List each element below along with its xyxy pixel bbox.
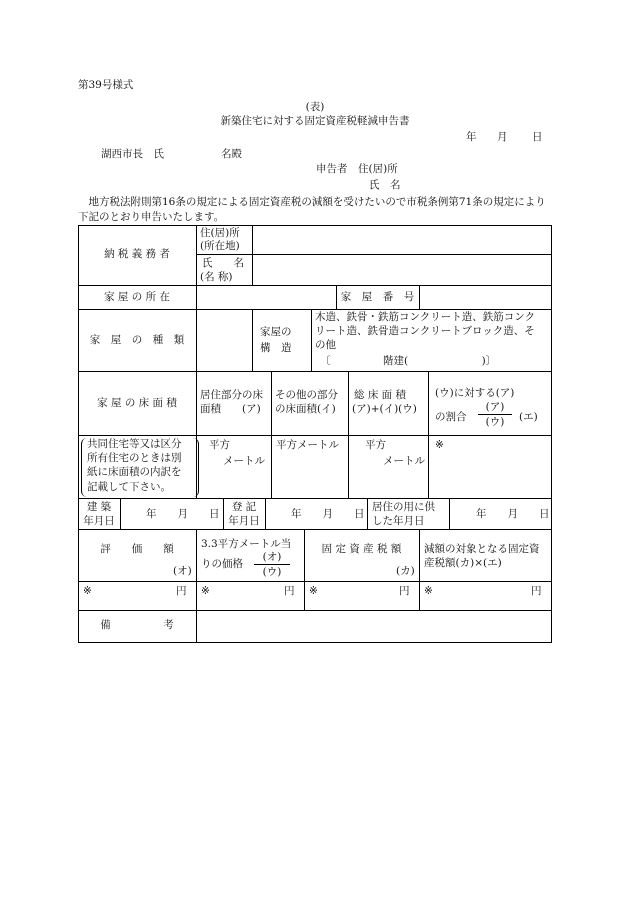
floor-area-label: 家 屋 の 床 面 積 — [97, 397, 177, 409]
col-divider — [265, 498, 266, 529]
form-border — [78, 225, 79, 643]
structure-options: の他 — [315, 339, 336, 351]
total-area-unit-sub: メートル — [383, 455, 425, 467]
note-text: 共同住宅等又は区分 — [87, 438, 182, 450]
valuation-code: (オ) — [173, 565, 192, 577]
row-divider — [78, 610, 552, 611]
reduction-label: 減額の対象となる固定資 — [424, 543, 540, 555]
ratio-label-sub: の割合 — [435, 411, 467, 423]
date-year: 年 — [466, 131, 477, 143]
ratio-numerator: (ア) — [485, 401, 505, 413]
residential-area-unit: 平方 — [209, 439, 230, 451]
registered-date-label-sub: 年月日 — [228, 515, 260, 527]
address-label: 住(居)所 — [200, 227, 240, 239]
per-unit-denominator: (ウ) — [262, 566, 282, 578]
col-divider — [419, 529, 420, 610]
form-border — [78, 642, 552, 643]
other-area-label-sub: の床面積(イ) — [275, 403, 336, 415]
per-unit-yen: 円 — [284, 585, 295, 597]
applicant-address-label: 申告者 住(居)所 — [316, 163, 398, 175]
application-form — [78, 225, 552, 643]
reduction-mark: ※ — [424, 585, 433, 597]
total-area-label: 総 床 面 積 — [354, 389, 407, 401]
addressee-suffix: 名殿 — [221, 148, 242, 160]
form-number: 第39号様式 — [78, 79, 134, 91]
total-area-unit: 平方 — [365, 439, 386, 451]
structure-label: 家屋の — [260, 326, 292, 338]
ratio-code: (エ) — [519, 411, 538, 423]
registered-date-label: 登 記 — [231, 501, 257, 513]
address-field[interactable] — [258, 229, 548, 251]
structure-options: 木造、鉄骨・鉄筋コンクリート造、鉄筋コンク — [315, 311, 536, 323]
col-divider — [304, 529, 305, 610]
col-divider — [271, 371, 272, 498]
col-divider — [196, 225, 197, 309]
occupied-date-field[interactable]: 年 月 日 — [476, 508, 550, 520]
ratio-mark: ※ — [435, 439, 444, 451]
structure-label-sub: 構 造 — [260, 342, 292, 354]
fraction-bar — [478, 414, 512, 415]
row-divider — [78, 435, 552, 436]
per-unit-fraction — [254, 551, 290, 578]
col-divider — [367, 498, 368, 529]
address-label-sub: (所在地) — [200, 240, 240, 252]
note-text: 記載して下さい。 — [87, 481, 171, 493]
valuation-mark: ※ — [83, 585, 92, 597]
row-divider — [196, 254, 552, 255]
tax-amount-label: 固 定 資 産 税 額 — [321, 543, 402, 555]
other-area-unit: 平方メートル — [276, 439, 339, 451]
page-title: 新築住宅に対する固定資産税軽減申告書 — [220, 115, 410, 127]
col-divider — [252, 309, 253, 371]
house-type-field[interactable] — [200, 313, 250, 367]
intro-text-line2: 下記のとおり申告いたします。 — [78, 211, 225, 223]
reduction-label-sub: 産税額(カ)×(エ) — [424, 557, 502, 569]
row-divider — [78, 529, 552, 530]
per-unit-label: 3.3平方メートル当 — [201, 538, 292, 550]
row-divider — [78, 498, 552, 499]
taxpayer-label: 納 税 義 務 者 — [104, 248, 170, 260]
house-number-label: 家 屋 番 号 — [340, 291, 415, 303]
col-divider — [196, 610, 197, 642]
col-divider — [196, 309, 197, 371]
row-divider — [78, 285, 552, 286]
location-label: 家 屋 の 所 在 — [104, 291, 170, 303]
tax-amount-yen: 円 — [399, 585, 410, 597]
row-divider — [78, 309, 552, 310]
house-number-field[interactable] — [423, 289, 547, 307]
tax-amount-code: (カ) — [396, 565, 415, 577]
residential-area-label-sub: 面積 (ア) — [200, 403, 261, 415]
col-divider — [348, 371, 349, 498]
intro-text-line1: 地方税法附則第16条の規定による固定資産税の減額を受けたいので市税条例第71条の規定により — [78, 196, 546, 208]
other-area-label: その他の部分 — [275, 389, 338, 401]
row-divider — [78, 581, 552, 582]
form-border — [78, 225, 552, 226]
house-type-label: 家 屋 の 種 類 — [89, 334, 185, 346]
occupied-date-label: 居住の用に供 — [372, 501, 435, 513]
total-area-label-sub: (ア)+(イ)(ウ) — [352, 403, 417, 415]
col-divider — [120, 498, 121, 529]
note-text: 所有住宅のときは別 — [87, 452, 182, 464]
col-divider — [196, 529, 197, 610]
residential-area-unit-sub: メートル — [223, 455, 265, 467]
occupied-date-label-sub: した年月日 — [372, 515, 425, 527]
name-label-sub: (名 称) — [200, 271, 233, 283]
form-border — [551, 225, 552, 643]
date-month: 月 — [497, 131, 508, 143]
per-unit-label-sub: りの価格 — [201, 558, 243, 570]
per-unit-mark: ※ — [201, 585, 210, 597]
ratio-fraction — [478, 401, 512, 428]
tax-amount-mark: ※ — [309, 585, 318, 597]
location-field[interactable] — [200, 289, 332, 307]
name-label: 氏 名 — [202, 257, 244, 269]
col-divider — [252, 225, 253, 285]
col-divider — [311, 309, 312, 371]
registered-date-field[interactable]: 年 月 日 — [291, 508, 365, 520]
reduction-yen: 円 — [531, 585, 542, 597]
valuation-label: 評 価 額 — [100, 543, 174, 555]
structure-floors: 〔 階建( )〕 — [320, 355, 497, 367]
structure-options: リート造、鉄骨造コンクリートブロック造、そ — [315, 325, 535, 337]
addressee: 湖西市長 氏 — [101, 148, 164, 160]
fraction-bar — [254, 564, 290, 565]
remarks-field[interactable] — [200, 614, 548, 638]
remarks-label: 備 考 — [100, 619, 174, 631]
built-date-label: 建 築 — [86, 501, 112, 513]
date-day: 日 — [532, 131, 543, 143]
ratio-label: (ウ)に対する(ア) — [435, 387, 515, 399]
col-divider — [419, 285, 420, 309]
form-side: (表) — [305, 101, 325, 113]
col-divider — [428, 371, 429, 498]
built-date-field[interactable]: 年 月 日 — [146, 508, 220, 520]
ratio-denominator: (ウ) — [485, 416, 505, 428]
note-text: 紙に床面積の内訳を — [87, 466, 182, 478]
per-unit-numerator: (オ) — [262, 551, 282, 563]
row-divider — [78, 371, 552, 372]
applicant-name-label: 氏 名 — [369, 179, 401, 191]
residential-area-label: 居住部分の床 — [200, 389, 263, 401]
col-divider — [449, 498, 450, 529]
built-date-label-sub: 年月日 — [83, 515, 115, 527]
name-field[interactable] — [258, 259, 548, 281]
valuation-yen: 円 — [176, 585, 187, 597]
